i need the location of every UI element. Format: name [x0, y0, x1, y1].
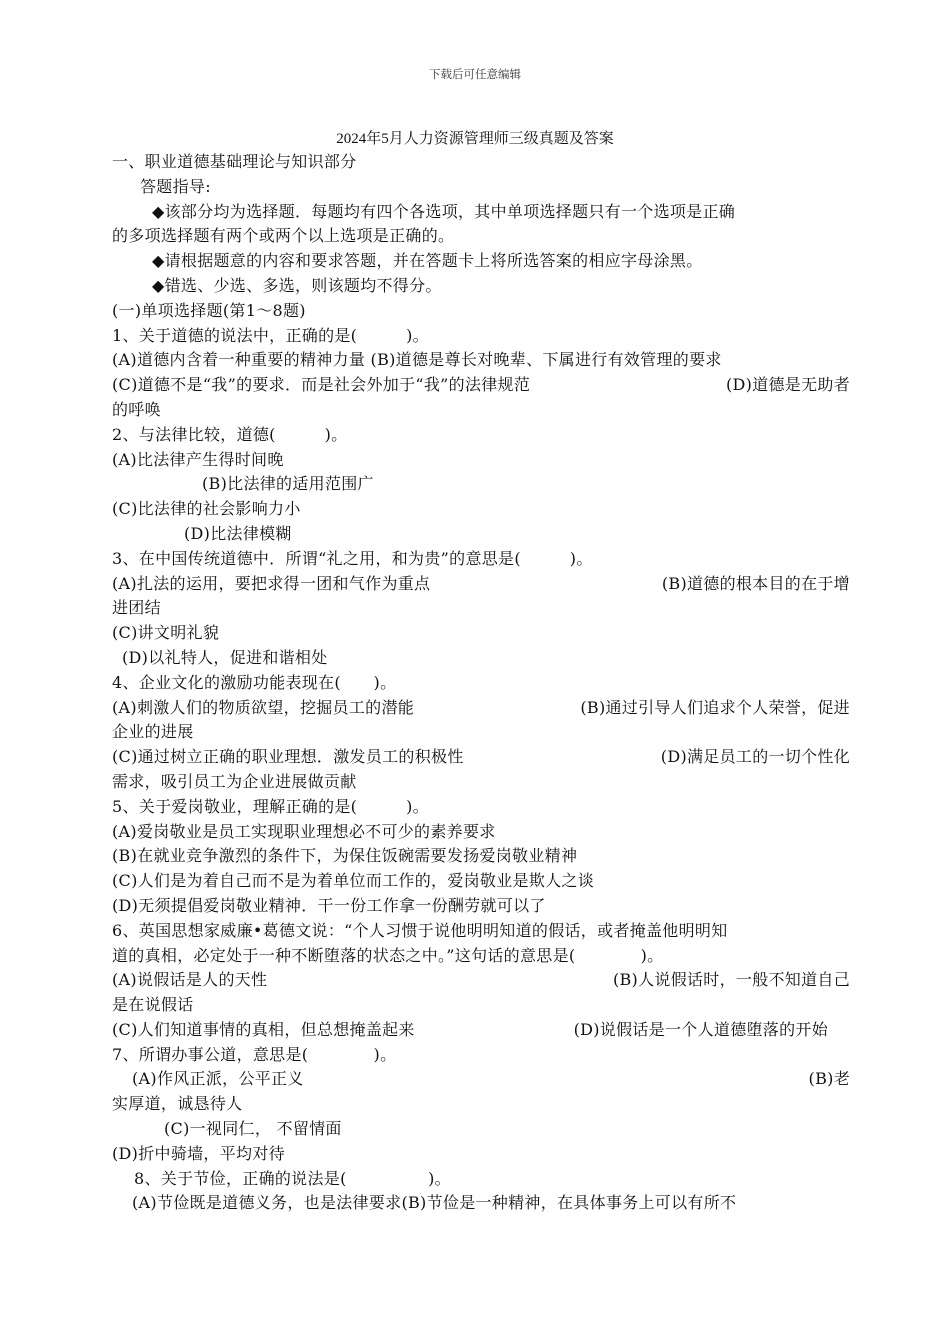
- question-6-option-b: (B)人说假话时，一般不知道自己: [612, 970, 850, 990]
- question-8-option-a: (A)节俭既是道德义务，也是法律要求: [132, 1193, 402, 1213]
- question-4-option-c: (C)通过树立正确的职业理想．激发员工的积极性: [112, 747, 464, 767]
- question-4-option-b-cont: 企业的进展: [112, 722, 194, 742]
- question-6-option-c: (C)人们知道事情的真相，但总想掩盖起来: [112, 1019, 415, 1039]
- question-6-option-d: (D)说假话是一个人道德堕落的开始: [573, 1019, 828, 1039]
- question-5-option-c: (C)人们是为着自己而不是为着单位而工作的，爱岗敬业是欺人之谈: [112, 871, 595, 891]
- question-3-stem: 3、在中国传统道德中．所谓“礼之用，和为贵”的意思是( )。: [112, 548, 593, 568]
- question-1-option-d-cont: 的呼唤: [112, 399, 161, 419]
- question-8-stem: 8、关于节俭，正确的说法是( )。: [134, 1168, 451, 1188]
- question-1-option-b: (B)道德是尊长对晚辈、下属进行有效管理的要求: [370, 350, 722, 370]
- question-6-stem-line-1: 6、英国思想家威廉•葛德文说：“个人习惯于说他明明知道的假话，或者掩盖他明明知: [112, 920, 728, 940]
- part-heading: (一)单项选择题(第1～8题): [112, 300, 306, 320]
- question-2-option-a: (A)比法律产生得时间晚: [112, 449, 284, 469]
- header-note: 下载后可任意编辑: [429, 67, 521, 81]
- question-1-option-d: (D)道德是无助者: [725, 375, 850, 395]
- question-3-option-c: (C)讲文明礼貌: [112, 623, 220, 643]
- guide-bullet-1-line-1: ◆该部分均为选择题．每题均有四个各选项，其中单项选择题只有一个选项是正确: [152, 201, 736, 221]
- page-title: 2024年5月人力资源管理师三级真题及答案: [336, 131, 614, 147]
- question-1-options-ab: [112, 348, 850, 373]
- question-1-option-a: (A)道德内含着一种重要的精神力量: [112, 350, 366, 370]
- question-1-stem: 1、关于道德的说法中，正确的是( )。: [112, 325, 429, 345]
- question-5-option-d: (D)无须提倡爱岗敬业精神．干一份工作拿一份酬劳就可以了: [112, 895, 546, 915]
- question-1-options-cd: [112, 373, 850, 398]
- question-3-option-b: (B)道德的根本目的在于增: [661, 573, 850, 593]
- question-5-option-b: (B)在就业竞争激烈的条件下，为保住饭碗需要发扬爱岗敬业精神: [112, 846, 578, 866]
- guide-bullet-3: ◆错选、少选、多选，则该题均不得分。: [152, 275, 442, 295]
- question-4-option-b: (B)通过引导人们追求个人荣誉，促进: [580, 697, 850, 717]
- question-5-stem: 5、关于爱岗敬业，理解正确的是( )。: [112, 796, 429, 816]
- question-4-options-cd: [112, 745, 850, 770]
- question-6-options-cd: [112, 1018, 850, 1043]
- question-2-option-b: (B)比法律的适用范围广: [202, 474, 374, 494]
- guide-bullet-2: ◆请根据题意的内容和要求答题，并在答题卡上将所选答案的相应字母涂黑。: [152, 251, 703, 271]
- question-7-option-b-cont: 实厚道，诚恳待人: [112, 1094, 243, 1114]
- question-4-option-d: (D)满足员工的一切个性化: [660, 747, 850, 767]
- section-heading: 一、职业道德基础理论与知识部分: [112, 152, 357, 171]
- question-6-stem-line-2: 道的真相，必定处于一种不断堕落的状态之中。”这句话的意思是( )。: [112, 945, 664, 965]
- question-2-stem: 2、与法律比较，道德( )。: [112, 424, 348, 444]
- question-7-option-a: (A)作风正派，公平正义: [132, 1069, 304, 1089]
- guide-label: 答题指导:: [140, 176, 211, 196]
- question-4-option-a: (A)刺激人们的物质欲望，挖掘员工的潜能: [112, 697, 415, 717]
- guide-bullet-1-line-2: 的多项选择题有两个或两个以上选项是正确的。: [112, 226, 455, 246]
- question-2-option-d: (D)比法律模糊: [184, 523, 292, 543]
- question-4-stem: 4、企业文化的激励功能表现在( )。: [112, 672, 397, 692]
- question-7-option-c: (C)一视同仁， 不留情面: [164, 1119, 342, 1139]
- question-6-option-a: (A)说假话是人的天性: [112, 970, 268, 990]
- question-3-option-b-cont: 进团结: [112, 598, 161, 618]
- question-3-option-d: (D)以礼特人，促进和谐相处: [122, 647, 328, 667]
- question-2-option-c: (C)比法律的社会影响力小: [112, 499, 301, 519]
- question-7-option-d: (D)折中骑墙，平均对待: [112, 1143, 285, 1163]
- question-4-option-d-cont: 需求，吸引员工为企业进展做贡献: [112, 771, 357, 791]
- question-6-option-b-cont: 是在说假话: [112, 995, 194, 1015]
- document-body: [112, 150, 850, 1216]
- question-8-options-ab: [112, 1191, 850, 1216]
- question-4-options-ab: [112, 696, 850, 721]
- question-5-option-a: (A)爱岗敬业是员工实现职业理想必不可少的素养要求: [112, 821, 496, 841]
- question-7-options-ab: [112, 1067, 850, 1092]
- question-6-options-ab: [112, 968, 850, 993]
- question-7-stem: 7、所谓办事公道，意思是( )。: [112, 1044, 397, 1064]
- question-3-option-a: (A)扎法的运用，要把求得一团和气作为重点: [112, 573, 431, 593]
- question-8-option-b: (B)节俭是一种精神，在具体事务上可以有所不: [401, 1193, 737, 1213]
- question-7-option-b: (B)老: [808, 1069, 850, 1089]
- question-1-option-c: (C)道德不是“我”的要求．而是社会外加于“我”的法律规范: [112, 375, 531, 395]
- question-3-options-ab: [112, 572, 850, 597]
